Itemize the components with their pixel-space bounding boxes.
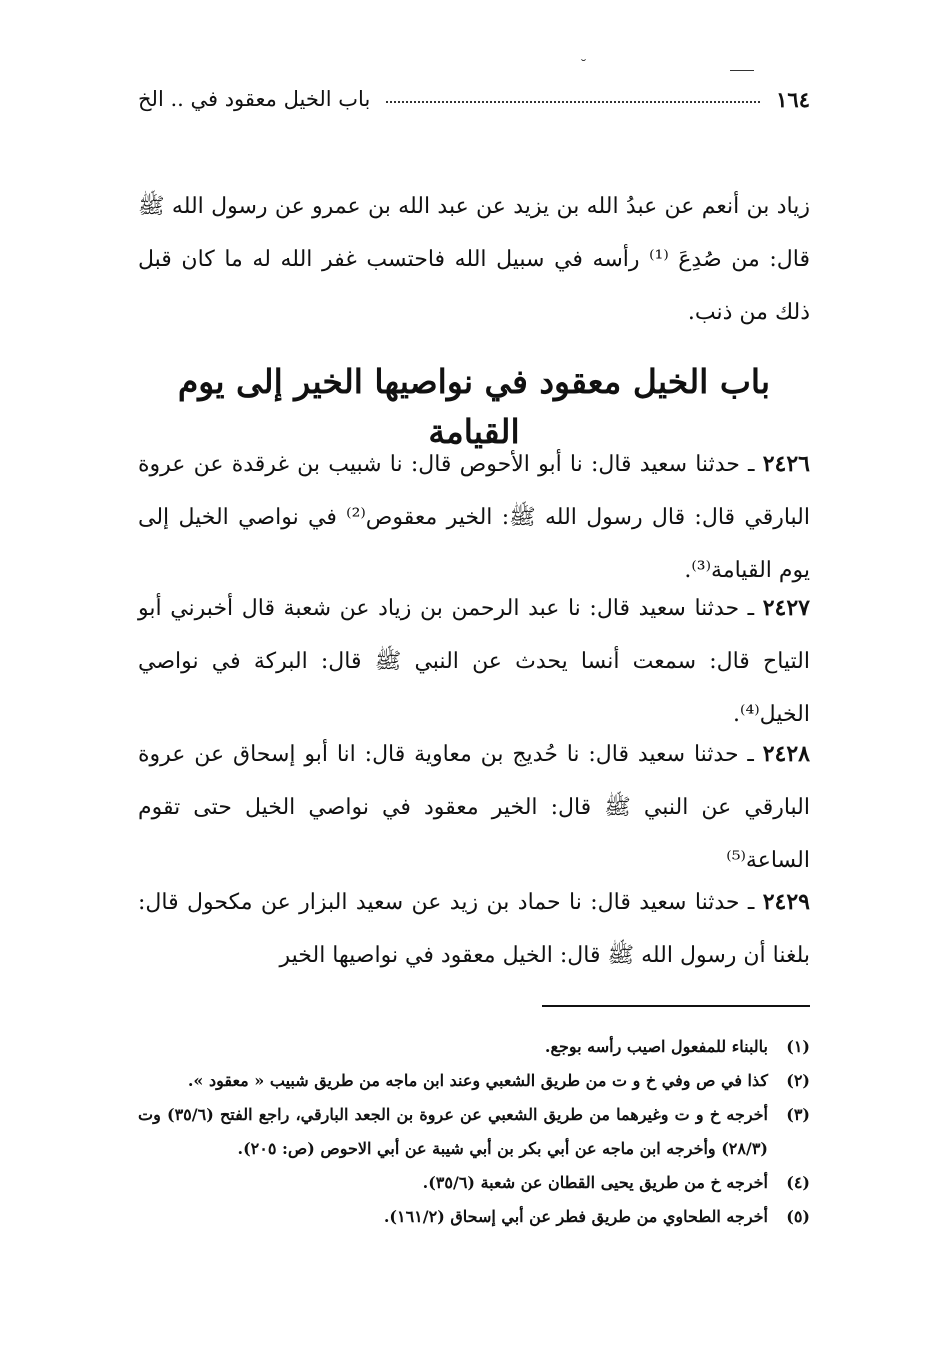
running-title: باب الخيل معقود في .. الخ [138, 87, 371, 111]
footnote-mark: (٣) [786, 1105, 810, 1124]
chapter-title: باب الخيل معقود في نواصيها الخير إلى يوم القيامة [177, 362, 771, 451]
hadith-number: ٢٤٢٨ [762, 741, 810, 767]
footnote-1 [138, 1030, 810, 1064]
footnote-text: كذا في ص وفي خ و ت من طريق الشعبي وعند ابن ماجه من طريق شبيب « معقود ». [187, 1071, 768, 1090]
print-dash [730, 70, 754, 71]
intro-paragraph: زياد بن أنعم عن عبدُ الله بن يزيد عن عبد الله بن عمرو عن رسول الله ﷺ قال: من صُدِعَ ⁽¹⁾ رأسه في سبيل الله فاحتسب غفر الله له ما كان قبل ذلك من ذنب. [138, 194, 810, 325]
hadith-2429 [138, 876, 810, 982]
page-header [138, 82, 810, 116]
footnote-text: بالبناء للمفعول اصيب رأسه بوجع. [544, 1037, 768, 1056]
footnote-text: أخرجه خ من طريق يحيى القطان عن شعبة (٣٥/٦). [422, 1173, 768, 1192]
footnote-text: أخرجه الطحاوي من طريق فطر عن أبي إسحاق (١٦١/٢). [383, 1207, 768, 1226]
hadith-number: ٢٤٢٧ [762, 595, 810, 621]
footnotes [138, 1030, 810, 1234]
hadith-text: ـ حدثنا سعيد قال: نا حماد بن زيد عن سعيد البزار عن مكحول قال: بلغنا أن رسول الله ﷺ قال: الخيل معقود في نواصيها الخير [138, 890, 810, 968]
hadith-number: ٢٤٢٦ [762, 451, 810, 477]
footnote-text: أخرجه خ و ت وغيرهما من طريق الشعبي عن عروة بن الجعد البارقي، راجع الفتح (٣٥/٦) وت (٢٨/٣) وأخرجه ابن ماجه عن أبي بكر بن أبي شيبة عن أبي الاحوص (ص: ٢٠٥). [138, 1105, 768, 1158]
hadith-text: ـ حدثنا سعيد قال: نا أبو الأحوص قال: نا شبيب بن غرقدة عن عروة البارقي قال: قال رسول الله ﷺ: الخير معقوص⁽²⁾ في نواصي الخيل إلى يوم القيامة⁽³⁾. [138, 452, 810, 583]
footnote-2 [138, 1064, 810, 1098]
print-mark: ˘ [580, 58, 587, 74]
footnote-separator [542, 1005, 810, 1007]
page-number: ١٦٤ [776, 86, 810, 112]
footnote-mark: (٤) [786, 1173, 810, 1192]
hadith-2428 [138, 728, 810, 887]
hadith-2426 [138, 438, 810, 597]
hadith-number: ٢٤٢٩ [762, 889, 810, 915]
hadith-text: ـ حدثنا سعيد قال: نا حُديج بن معاوية قال: انا أبو إسحاق عن عروة البارقي عن النبي ﷺ قال: الخير معقود في نواصي الخيل حتى تقوم الساعة⁽⁵⁾ [138, 742, 810, 873]
footnote-5 [138, 1200, 810, 1234]
hadith-text: ـ حدثنا سعيد قال: نا عبد الرحمن بن زياد عن شعبة قال أخبرني أبو التياح قال: سمعت أنسا يحدث عن النبي ﷺ قال: البركة في نواصي الخيل⁽⁴⁾. [138, 596, 810, 727]
footnote-mark: (٢) [786, 1071, 810, 1090]
footnote-4 [138, 1166, 810, 1200]
footnote-mark: (٥) [786, 1207, 810, 1226]
hadith-2427 [138, 582, 810, 741]
header-dotted-leader [386, 101, 760, 103]
footnote-mark: (١) [786, 1037, 810, 1056]
footnote-3 [138, 1098, 810, 1166]
